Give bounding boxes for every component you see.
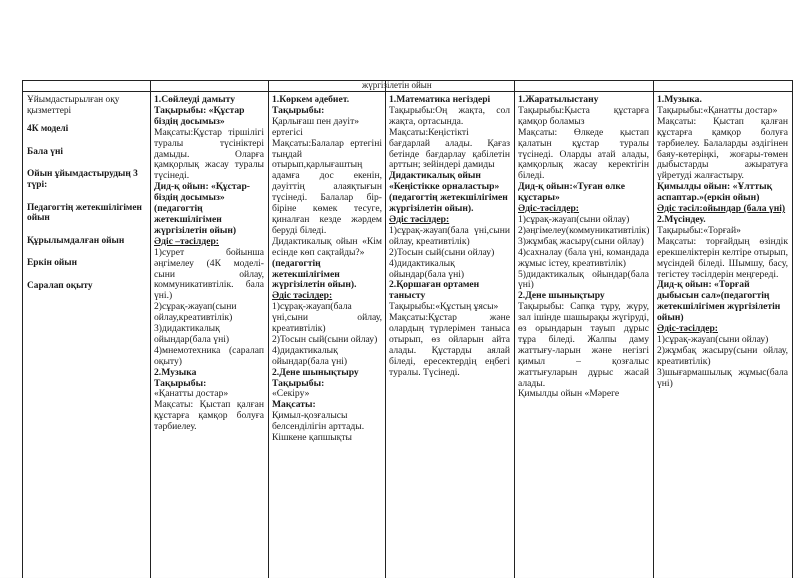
lesson-text: Тақырыбы:«Құстың ұясы» [389,301,499,313]
lesson-text: Қимылды ойын «Мәреге [518,388,620,400]
lesson-text: 1)сұрақ-жауап(сыни ойлау) [518,213,630,225]
schedule-table [22,80,793,578]
lesson-text: 2)Тосын сый(сыни ойлау) [389,246,495,258]
lesson-text: Тақырыбы: «Құстар біздің досымыз» [154,104,245,127]
lesson-text: 2)әңгімелеу(коммуникативтілік) [518,224,649,236]
lesson-text: Қимыл-қозғалысы белсенділігін арттады. Кішкене қапшықты [272,410,365,444]
lesson-text: 2.Дене шынықтыру [518,290,605,302]
lesson-text: Мақсаты: [272,399,316,411]
lesson-text: Мақсаты:Құстар тіршілігі туралы түсініктері дамыды. Оларға қамқорлық жасау туралы түсінеді. [154,126,264,182]
lesson-text: Тақырыбы:«Қанатты достар» [657,104,778,116]
lesson-text: Қарлығаш пен дәуіт» ертегісі [272,115,360,138]
lesson-text: Әдіс тәсілдер: [389,213,450,225]
lesson-text: Әдіс –тәсілдер: [154,235,219,247]
lesson-text: 4)сахналау (бала үні, командада жұмыс істеу, креативтілік) [518,246,649,269]
label-free-game: Еркін ойын [27,258,78,269]
lesson-text: 1.Музыка. [657,95,702,105]
wednesday-column [389,95,510,577]
label-structured-game: Құрылымдалған ойын [27,235,125,246]
lesson-text: 1)сурет бойынша әңгімелеу (4К моделі-сыни ойлау, коммуникативтілік. бала үні.) [154,246,264,302]
lesson-text: Тақырыбы:Оң жақта, сол жақта, ортасында. [389,104,510,127]
lesson-text: Тақырыбы: Сапқа тұру, жүру, зал ішінде шашырақы жүгіруді, өз орындарын тауып дұрыс тұра біледі. Жалпы даму жаттығу-ларын және негізгі қимыл – қозғалыс жаттығуларын дұрыс жасай алады. [518,301,649,389]
lesson-text: 1.Сөйлеуді дамыту [154,95,236,105]
lesson-text: 5)дидактикалық ойындар(бала үні) [518,268,649,291]
lesson-text: 1.Жаратылыстану [518,95,599,105]
label-organized-activities: Ұйымдастырылған оқу қызметтері [27,95,120,116]
lesson-text: 4)дидактикалық ойындар(бала үні) [272,344,348,367]
lesson-text: 1.Көркем әдебиет. [272,95,350,105]
lesson-text: Әдіс-тәсілдер: [657,323,718,335]
lesson-text: Тақырыбы:«Торғай» [657,224,741,236]
lesson-text: Тақырыбы: [272,104,325,116]
column-divider [792,81,793,578]
row-divider [23,91,793,92]
lesson-text: Мақсаты: Қыстап қалған құстарға қамқор болуға тәрбиелеу. Балаларды әздігінен баяу-көтеріңкі, жоғары-төмен дыбыстарды ажыратуға үйретуді жалғастыру. [657,115,788,182]
activity-labels [27,95,147,575]
lesson-text: 2.Мүсіндеу. [657,213,706,225]
tuesday-column [272,95,382,577]
lesson-text: Әдіс тәсілдер: [272,290,333,302]
lesson-text: Дидактикалық ойын «Кеңістікке орналастыр» (педагогтің жетекшілігімен жүргізілетін ойын). [389,170,508,215]
lesson-text: 1)сұрақ-жауап(сыни ойлау) [657,333,769,345]
lesson-text: Әдіс-тәсілдер: [518,203,579,215]
lesson-text: Мақсаты: торғайдың өзіндік ерекшеліктерін келтіре отырып, мүсіндей біледі. Шымшу, басу, тегістеу тәсілдерін меңгереді. [657,235,788,280]
lesson-text: Дидактикалық ойын «Кім есінде көп сақтайды?» [272,235,382,258]
lesson-text: 4)мнемотехника (саралап оқыту) [154,344,264,367]
lesson-text: Тақырыбы:Қыста құстарға қамқор боламыз [518,104,649,127]
lesson-text: 2)сұрақ-жауап(сыни ойлау,креативтілік) [154,301,237,324]
lesson-text: 1.Математика негіздері [389,95,491,105]
lesson-text: Дид-қ ойын: «Торғай дыбысын сал»(педагогтің жетекшілігімен жүргізілетін ойын) [657,279,781,324]
lesson-text: «Секіру» [272,388,310,400]
lesson-text: 2.Музыка [154,366,197,378]
lesson-text: Мақсаты: Өлкеде қыстап қалатын құстар туралы түсінеді. Оларды атай алады, қамқорлық жасау керектігін біледі. [518,126,649,182]
header-note: жүргізілетін ойын [362,80,432,90]
lesson-text: 1)сұрақ-жауап(бала үні,сыни ойлау, креативтілік) [272,301,382,335]
lesson-text: Мақсаты:Құстар және олардың түрлерімен таныса отырып, өз ойларын айта алады. Құстарды аялай біледі, ересектердің еңбегі туралы. Түсінеді. [389,312,510,378]
column-divider [514,81,515,578]
label-child-voice: Бала үні [27,146,63,157]
lesson-text: 2)жұмбақ жасыру(сыни ойлау, креативтілік) [657,344,788,367]
lesson-text: 2.Дене шынықтыру [272,366,359,378]
monday-column [154,95,264,577]
lesson-text: Тақырыбы: [272,377,325,389]
thursday-column [518,95,649,577]
lesson-text: (педагогтің жетекшілігімен жүргізілетін ойын). [272,257,357,291]
lesson-text: 3)дидактикалық ойындар(бала үні) [154,323,230,345]
lesson-text: Тақырыбы: [154,377,207,389]
label-differentiated: Саралап оқыту [27,280,93,291]
lesson-text: Мақсаты:Кеңістікті бағдарлай алады. Қағаз бетінде бағдарлау қабілетін арттын; зейіндері дамиды [389,126,510,171]
lesson-text: Дид-қ ойын: «Құстар-біздің досымыз» (педагогтің жетекшілігімен жүргізілетін ойын) [154,181,251,236]
lesson-text: 3)шығармашылық жұмыс(бала үні) [657,366,788,389]
lesson-text: 2.Қоршаған ортамен танысту [389,279,480,302]
lesson-text: Қимылды ойын: «Ұлттық аспаптар.»(еркін ойын) [657,181,773,204]
lesson-text: Мақсаты:Балалар ертегіні тыңдай отырып,қарлығаштың адамға дос екенін, дәуіттің алаяқтығын түсінеді. Балалар бір-біріне көмек тесуге, қиналған кезде жәрдем беруді біледі. [272,137,382,236]
friday-column [657,95,788,577]
label-guided-game: Педагогтің жетекшілігімен ойын [27,202,142,224]
column-divider [653,81,654,578]
lesson-text: 2)Тосын сый(сыни ойлау) [272,333,378,345]
lesson-text: 1)сұрақ-жауап(бала үні,сыни ойлау, креативтілік) [389,224,510,247]
label-game-types: Ойын ұйымдастырудың 3 түрі: [27,169,138,190]
lesson-text: Мақсаты: Қыстап қалған құстарға қамқор болуға тәрбиелеу. [154,399,264,433]
lesson-text: Дид-қ ойын:«Туған өлке құстары» [518,181,625,204]
lesson-text: Әдіс тәсіл:ойындар (бала үні) [657,203,786,215]
column-divider [268,81,269,578]
lesson-text: «Қанатты достар» [154,388,229,400]
lesson-text: 4)дидактикалық ойындар(бала үні) [389,257,465,280]
lesson-text: 3)жұмбақ жасыру(сыни ойлау) [518,235,644,247]
label-4k-model: 4К моделі [27,124,69,135]
column-divider [385,81,386,578]
column-divider [150,81,151,578]
